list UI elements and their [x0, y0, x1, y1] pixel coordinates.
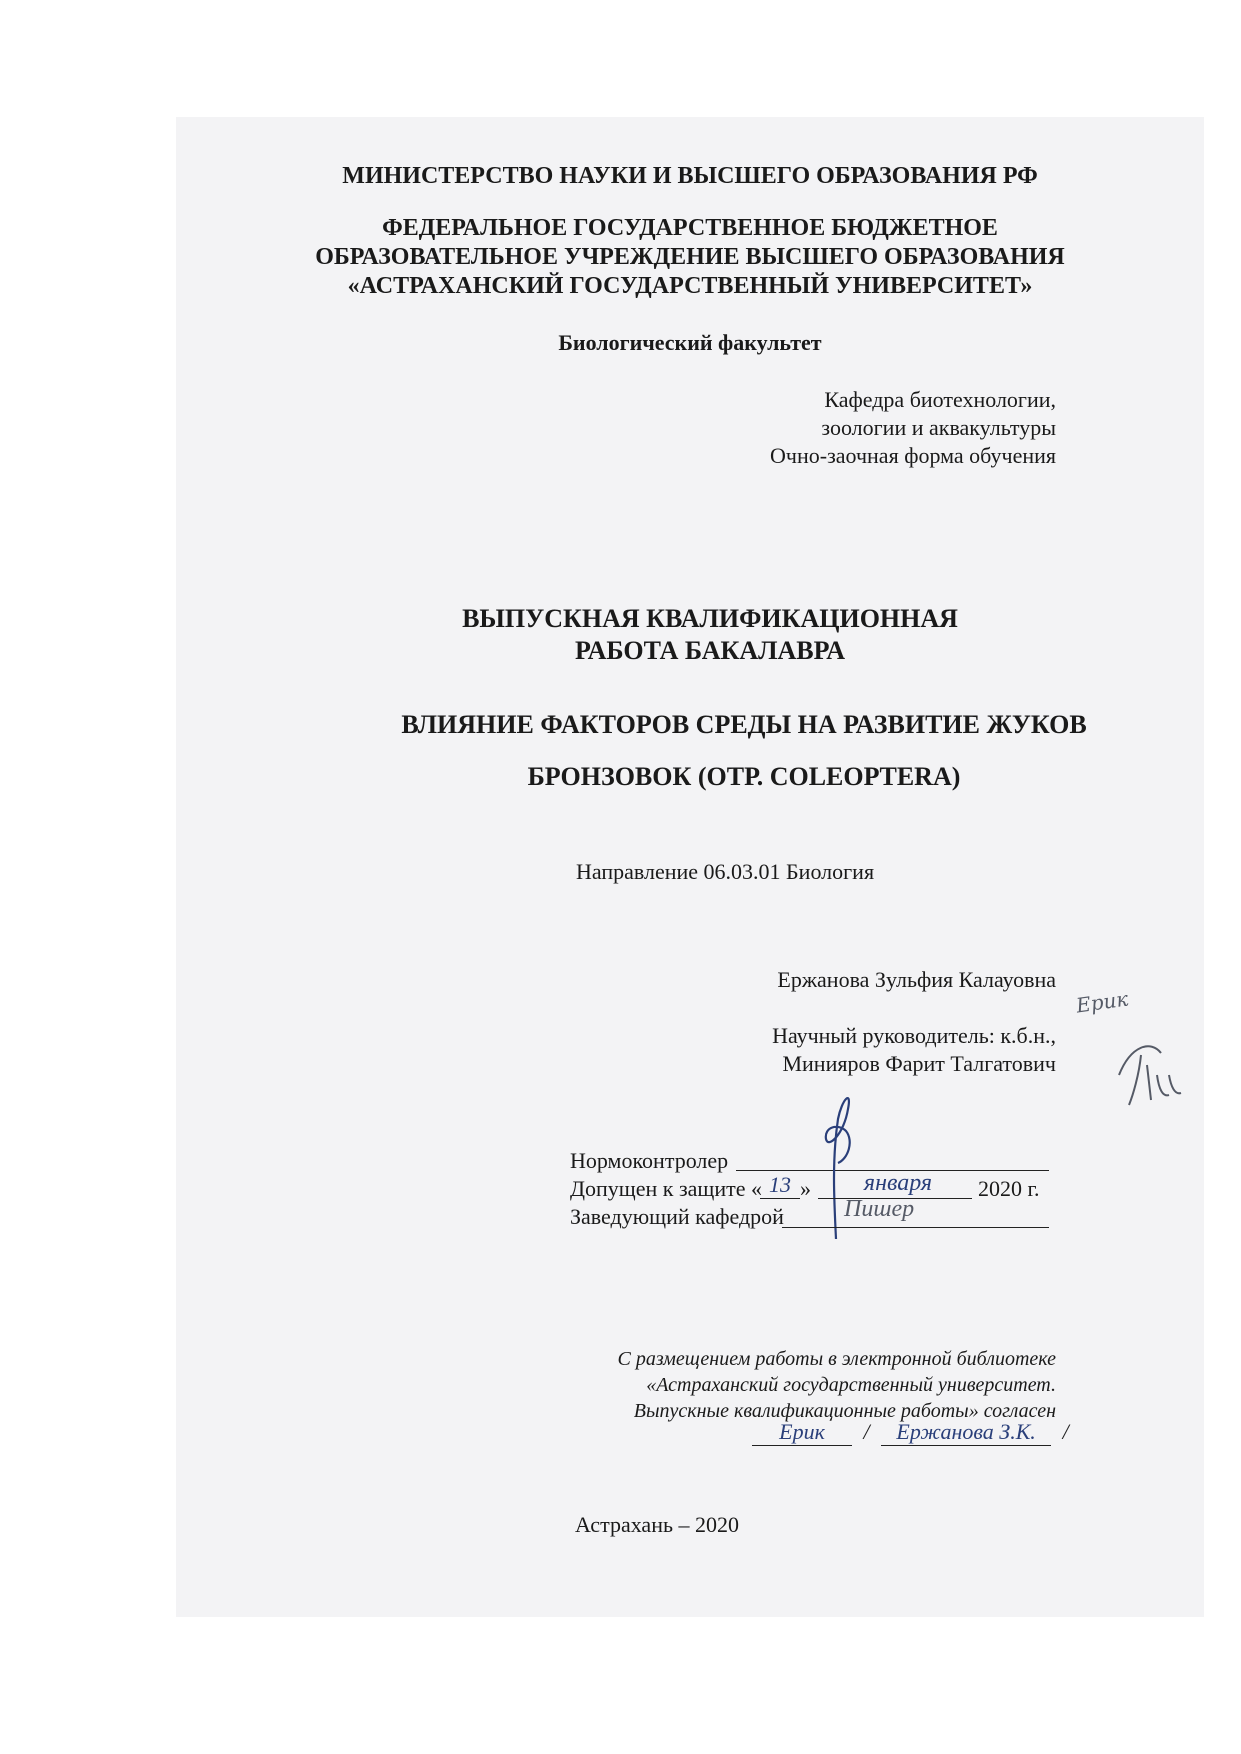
supervisor-block: [772, 1022, 1056, 1078]
normcontrol-label: Нормоконтролер: [570, 1148, 729, 1173]
consent-separator-1: /: [863, 1419, 870, 1444]
head-of-department-label: Заведующий кафедрой: [570, 1204, 784, 1229]
author-name: Ержанова Зульфия Калауовна: [777, 967, 1056, 992]
department-block: [770, 386, 1056, 470]
institution-line-1: ФЕДЕРАЛЬНОЕ ГОСУДАРСТВЕННОЕ БЮДЖЕТНОЕ: [382, 215, 998, 241]
admitted-day-line: [760, 1198, 800, 1199]
consent-separator-2: /: [1062, 1419, 1069, 1444]
admitted-year: 2020 г.: [978, 1176, 1040, 1201]
consent-signature: Ерик: [752, 1419, 852, 1446]
department-line-2: зоологии и аквакультуры: [821, 415, 1056, 440]
admitted-day-close: »: [800, 1176, 811, 1201]
supervisor-signature: [1111, 1035, 1191, 1115]
supervisor-name: Минияров Фарит Талгатович: [782, 1051, 1056, 1076]
institution-line-3: «АСТРАХАНСКИЙ ГОСУДАРСТВЕННЫЙ УНИВЕРСИТЕТ»: [347, 273, 1033, 299]
consent-signature-name: Ержанова З.К.: [881, 1419, 1051, 1446]
study-direction: Направление 06.03.01 Биология: [576, 859, 875, 884]
head-signature-line: [782, 1227, 1049, 1228]
work-type-line-2: РАБОТА БАКАЛАВРА: [575, 636, 845, 665]
supervisor-label: Научный руководитель: к.б.н.,: [772, 1023, 1056, 1048]
department-line-1: Кафедра биотехнологии,: [824, 387, 1056, 412]
normcontrol-signature: [808, 1079, 868, 1249]
admitted-month: января: [863, 1170, 933, 1196]
institution-line-2: ОБРАЗОВАТЕЛЬНОЕ УЧРЕЖДЕНИЕ ВЫСШЕГО ОБРАЗОВАНИЯ: [315, 244, 1065, 270]
thesis-title-line-2: БРОНЗОВОК (ОТР. COLEOPTERA): [527, 762, 961, 791]
consent-signature-row: [752, 1419, 1069, 1446]
study-form: Очно-заочная форма обучения: [770, 443, 1056, 468]
author-signature: Ерик: [1074, 986, 1130, 1018]
consent-line-1: С размещением работы в электронной библиотеке: [617, 1348, 1056, 1370]
consent-line-2: «Астраханский государственный университет.: [646, 1374, 1056, 1396]
head-signature: Пишер: [844, 1196, 915, 1222]
thesis-title-line-1: ВЛИЯНИЕ ФАКТОРОВ СРЕДЫ НА РАЗВИТИЕ ЖУКОВ: [401, 710, 1087, 739]
faculty-name: Биологический факультет: [558, 330, 822, 355]
ministry-heading: МИНИСТЕРСТВО НАУКИ И ВЫСШЕГО ОБРАЗОВАНИЯ РФ: [342, 163, 1038, 189]
work-type-line-1: ВЫПУСКНАЯ КВАЛИФИКАЦИОННАЯ: [462, 604, 958, 633]
admitted-day: 13: [769, 1172, 791, 1197]
admitted-text: Допущен к защите «: [570, 1176, 762, 1201]
consent-block: [618, 1346, 1056, 1424]
city-year: Астрахань – 2020: [574, 1512, 740, 1537]
consent-line-3: Выпускные квалификационные работы» согласен: [633, 1400, 1056, 1422]
document-page: [176, 117, 1204, 1617]
admitted-label: [570, 1176, 762, 1202]
